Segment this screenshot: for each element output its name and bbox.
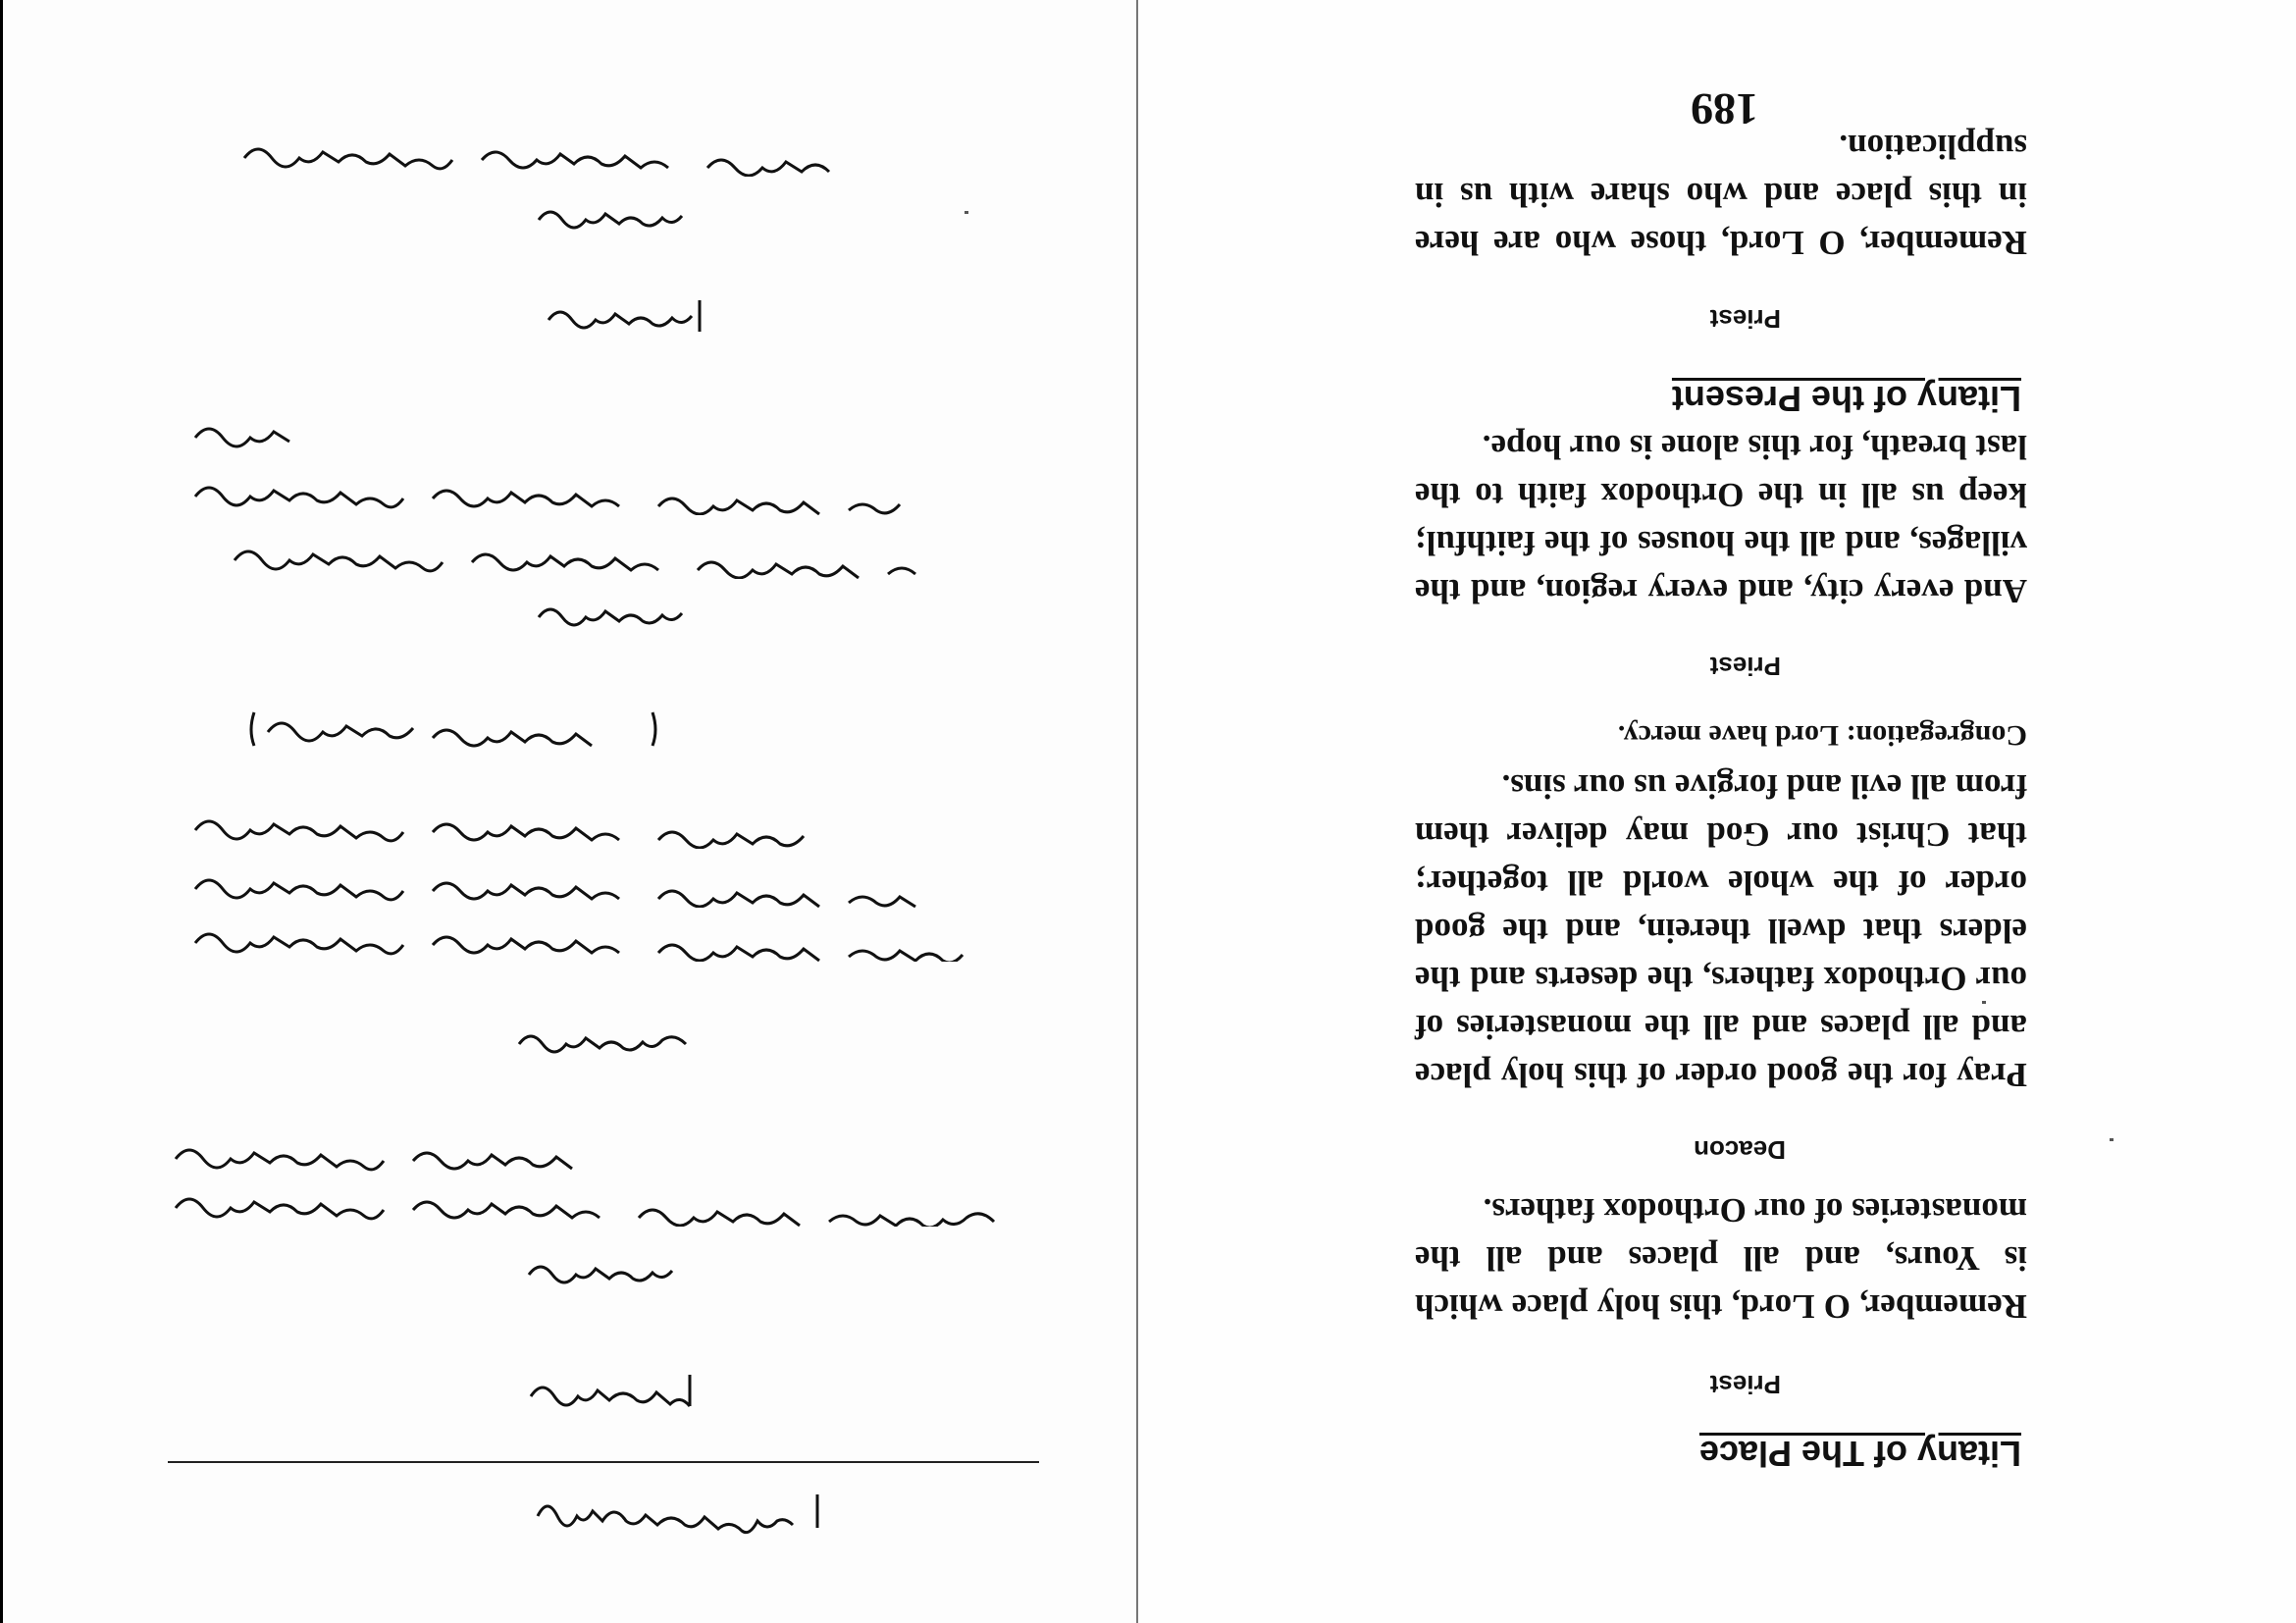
arabic-line	[170, 1182, 1033, 1227]
arabic-line	[229, 535, 1053, 579]
arabic-line	[189, 805, 1043, 849]
right-page-english	[1138, 0, 2296, 1623]
arabic-heading-deacon-3	[543, 294, 709, 339]
left-page-arabic	[0, 0, 1141, 1623]
heading-litany-of-the-place: Litany of The Place	[1698, 1434, 2021, 1474]
arabic-heading-priest	[523, 1369, 700, 1413]
scan-speck	[2110, 1138, 2113, 1141]
upside-down-content	[1138, 0, 2296, 1623]
arabic-heading-priest-2	[533, 594, 709, 633]
arabic-line	[170, 1133, 660, 1178]
paragraph-every-city: And every city, and every region, and the villages, and all the houses of the faithful; keep us all in the Orthodox faith to the last breath, for this alone is our hope.	[1415, 428, 2027, 610]
arabic-line	[189, 864, 1043, 908]
scan-speck	[1982, 1001, 1986, 1004]
role-deacon: Deacon	[1694, 1135, 1786, 1165]
role-priest: Priest	[1709, 1370, 1781, 1399]
paragraph-remember-those-here: Remember, O Lord, those who are here in this place and who share with us in supplication.	[1415, 128, 2027, 262]
arabic-line	[238, 132, 857, 177]
footnote-rule	[168, 1461, 1039, 1463]
paragraph-pray-good-order: Pray for the good order of this holy place and all places and all the monasteries of our Orthodox fathers, the deserts and the elders that dwell therein, and the good order of the whole world all together; that Christ our God may deliver them from all evil and forgive us our sins.	[1415, 767, 2027, 1094]
role-priest: Priest	[1709, 304, 1781, 334]
heading-litany-of-the-present: Litany of the Present	[1671, 379, 2021, 419]
page-number: 189	[1691, 84, 1758, 134]
arabic-title-line	[533, 1487, 827, 1536]
scan-speck	[965, 211, 968, 214]
role-priest: Priest	[1709, 652, 1781, 681]
congregation-response: Congregation: Lord have mercy.	[1617, 719, 2027, 752]
arabic-line	[189, 412, 297, 456]
arabic-line	[189, 917, 1043, 962]
paragraph-remember-holy-place: Remember, O Lord, this holy place which is Yours, and all places and all the monasteries of our Orthodox fathers.	[1415, 1191, 2027, 1326]
arabic-heading-deacon-4	[533, 196, 709, 236]
arabic-congregation-line	[248, 707, 660, 751]
arabic-heading-deacon-1	[523, 1251, 700, 1290]
arabic-heading-deacon-2	[513, 1021, 709, 1060]
arabic-line	[189, 471, 1043, 515]
